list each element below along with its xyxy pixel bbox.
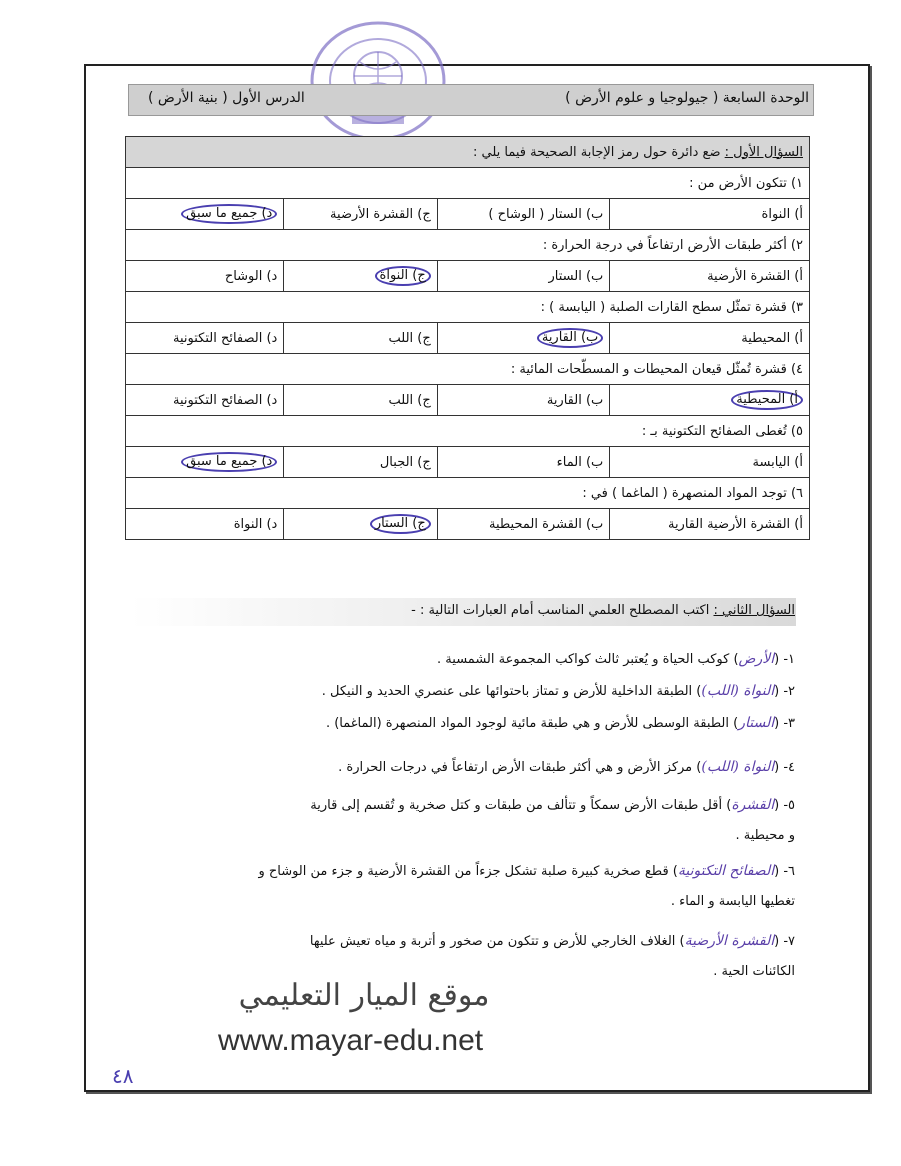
q1-option-label: أ) القشرة الأرضية القارية	[667, 516, 803, 532]
q1-option-label: د) الصفائح التكتونية	[173, 392, 278, 408]
q1-option-circled: ج) النواة	[375, 266, 431, 286]
q1-option[interactable]	[610, 509, 810, 540]
lesson-title: الدرس الأول ( بنية الأرض )	[148, 90, 305, 106]
q1-question-row	[126, 230, 810, 261]
q1-question-row	[126, 292, 810, 323]
q2-item-continuation: الكائنات الحية .	[713, 964, 795, 979]
q2-item	[135, 648, 795, 671]
q1-instruction: ضع دائرة حول رمز الإجابة الصحيحة فيما يلي :	[473, 144, 721, 160]
q1-option[interactable]	[437, 447, 610, 478]
q2-item-text: ) الطبقة الداخلية للأرض و تمتاز باحتوائها على عنصري الحديد و النيكل .	[321, 684, 702, 699]
q1-options-row	[126, 199, 810, 230]
q1-option[interactable]	[610, 385, 810, 416]
q1-option[interactable]	[126, 199, 284, 230]
q2-instruction: اكتب المصطلح العلمي المناسب أمام العبارات التالية : -	[411, 603, 710, 618]
q2-item	[135, 794, 795, 817]
q1-question-text: ٣) قشرة تمثّل سطح القارات الصلبة ( اليابسة ) :	[126, 292, 810, 323]
q1-option[interactable]	[126, 509, 284, 540]
q1-option-label: ب) الماء	[556, 454, 604, 470]
q1-option-circled: ب) القارية	[537, 328, 603, 348]
q2-item-text: ) كوكب الحياة و يُعتبر ثالث كواكب المجموعة الشمسية .	[437, 652, 739, 667]
q1-option[interactable]	[126, 261, 284, 292]
q1-option[interactable]	[126, 447, 284, 478]
q1-option-label: أ) القشرة الأرضية	[707, 268, 803, 284]
q1-option[interactable]	[284, 509, 437, 540]
q2-item-continuation: تغطيها اليابسة و الماء .	[670, 894, 795, 909]
q2-handwritten-answer[interactable]: الستار	[738, 715, 775, 731]
q1-option[interactable]	[437, 199, 610, 230]
q1-question-row	[126, 478, 810, 509]
q1-option-label: د) الوشاح	[224, 268, 278, 284]
q2-label: السؤال الثاني :	[713, 603, 795, 618]
q1-question-text: ١) تتكون الأرض من :	[126, 168, 810, 199]
q1-option-label: د) الصفائح التكتونية	[173, 330, 278, 346]
q1-option[interactable]	[437, 261, 610, 292]
q2-handwritten-answer[interactable]: الصفائح التكتونية	[677, 863, 775, 879]
q1-option-label: أ) اليابسة	[752, 454, 803, 470]
q2-item	[135, 756, 795, 779]
website-url: www.mayar-edu.net	[218, 1024, 484, 1057]
q1-title-row	[126, 137, 810, 168]
q1-option-label: ج) الجبال	[379, 454, 431, 470]
q1-options-row	[126, 447, 810, 478]
q1-option-label: ب) الستار	[548, 268, 604, 284]
q1-option[interactable]	[610, 447, 810, 478]
q1-option-circled: د) جميع ما سبق	[181, 452, 277, 472]
q1-option[interactable]	[126, 385, 284, 416]
q2-handwritten-answer[interactable]: النواة (اللب)	[701, 683, 775, 699]
q1-option-label: أ) المحيطية	[741, 330, 803, 346]
q1-option[interactable]	[284, 323, 437, 354]
question-one-table	[125, 136, 810, 540]
q1-question-row	[126, 416, 810, 447]
q2-item-number: ٧- (	[774, 934, 795, 949]
q1-option-circled: د) جميع ما سبق	[181, 204, 277, 224]
page-number: ٤٨	[112, 1064, 134, 1088]
q2-item-text: ) الطبقة الوسطى للأرض و هي طبقة مائية لوجود المواد المنصهرة (الماغما) .	[325, 716, 739, 731]
q1-option[interactable]	[610, 199, 810, 230]
q1-option-label: ج) اللب	[388, 392, 431, 408]
q2-item-number: ١- (	[774, 652, 795, 667]
q1-option-label: ب) الستار ( الوشاح )	[488, 206, 604, 222]
q2-title	[411, 603, 795, 618]
q2-item-text: ) قطع صخرية كبيرة صلبة تشكل جزءاً من القشرة الأرضية و جزء من الوشاح و	[258, 864, 678, 879]
q1-body	[126, 168, 810, 540]
q1-options-row	[126, 509, 810, 540]
q2-item-text: ) مركز الأرض و هي أكثر طبقات الأرض ارتفاعاً في درجات الحرارة .	[338, 760, 702, 775]
q2-item-number: ٤- (	[774, 760, 795, 775]
q2-item-number: ٦- (	[774, 864, 795, 879]
q1-option-label: ج) اللب	[388, 330, 431, 346]
q1-option[interactable]	[126, 323, 284, 354]
q1-option[interactable]	[437, 509, 610, 540]
q2-item-text: ) أقل طبقات الأرض سمكاً و تتألف من طبقات و كتل صخرية و تُقسم إلى قارية	[310, 798, 732, 813]
q2-item	[135, 930, 795, 953]
q1-question-text: ٤) قشرة تُمثّل قيعان المحيطات و المسطّحات المائية :	[126, 354, 810, 385]
q1-question-text: ٦) توجد المواد المنصهرة ( الماغما ) في :	[126, 478, 810, 509]
q1-options-row	[126, 385, 810, 416]
q2-item	[135, 860, 795, 883]
q2-handwritten-answer[interactable]: القشرة الأرضية	[684, 933, 775, 949]
q2-item	[135, 712, 795, 735]
q1-option[interactable]	[284, 261, 437, 292]
q1-option-label: أ) النواة	[761, 206, 803, 222]
unit-title: الوحدة السابعة ( جيولوجيا و علوم الأرض )	[565, 90, 809, 106]
q2-item-number: ٣- (	[774, 716, 795, 731]
q1-question-text: ٥) تُغطى الصفائح التكتونية بـ :	[126, 416, 810, 447]
q2-handwritten-answer[interactable]: القشرة	[731, 797, 775, 813]
q1-option[interactable]	[610, 261, 810, 292]
q1-option-circled: ج) الستار	[370, 514, 431, 534]
q2-item	[135, 680, 795, 703]
q1-question-text: ٢) أكثر طبقات الأرض ارتفاعاً في درجة الحرارة :	[126, 230, 810, 261]
q1-option[interactable]	[284, 447, 437, 478]
q2-item-continuation: و محيطية .	[735, 828, 795, 843]
q1-option-circled: أ) المحيطية	[731, 390, 803, 410]
q2-item-text: ) الغلاف الخارجي للأرض و تتكون من صخور و أتربة و مياه تعيش عليها	[309, 934, 685, 949]
q2-item-number: ٢- (	[774, 684, 795, 699]
q1-option-label: ب) القارية	[546, 392, 604, 408]
q1-option[interactable]	[284, 199, 437, 230]
q1-question-row	[126, 354, 810, 385]
q1-option[interactable]	[610, 323, 810, 354]
q1-options-row	[126, 261, 810, 292]
q1-option[interactable]	[437, 385, 610, 416]
site-signature: موقع الميار التعليمي	[238, 978, 490, 1013]
q2-handwritten-answer[interactable]: الأرض	[738, 651, 775, 667]
q1-option-label: ب) القشرة المحيطية	[489, 516, 604, 532]
school-stamp-seal	[306, 18, 450, 144]
q1-label: السؤال الأول :	[724, 144, 803, 160]
q1-option[interactable]	[437, 323, 610, 354]
q2-handwritten-answer[interactable]: النواة (اللب)	[701, 759, 775, 775]
q1-option-label: د) النواة	[233, 516, 278, 532]
q1-option[interactable]	[284, 385, 437, 416]
q1-question-row	[126, 168, 810, 199]
q1-options-row	[126, 323, 810, 354]
q2-item-number: ٥- (	[774, 798, 795, 813]
q1-option-label: ج) القشرة الأرضية	[330, 206, 431, 222]
